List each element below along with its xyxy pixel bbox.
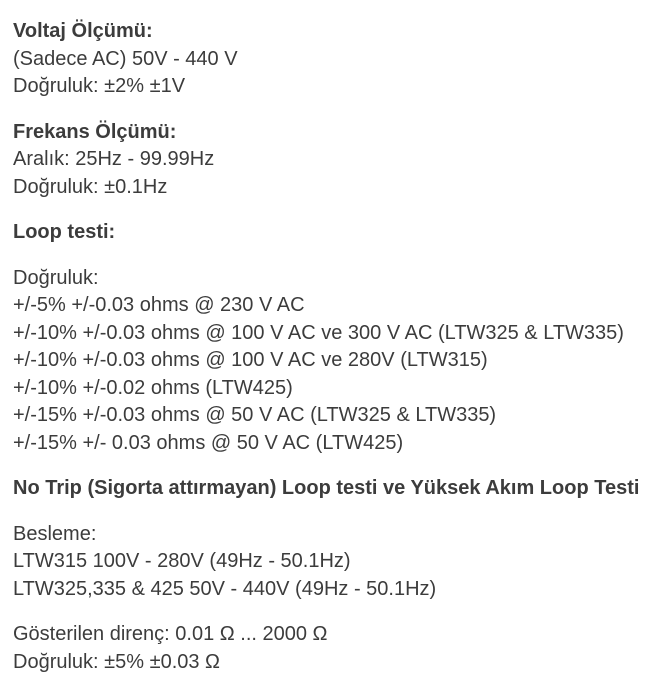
spec-block-no-trip-heading <box>13 475 638 503</box>
spec-block-displayed-resistance <box>13 621 638 676</box>
section-heading-voltage: Voltaj Ölçümü: <box>13 20 153 42</box>
spec-line: Doğruluk: ±5% ±0.03 Ω <box>13 650 221 673</box>
spec-line: +/-10% +/-0.03 ohms @ 100 V AC ve 300 V AC (LTW325 & LTW335) <box>13 321 624 344</box>
spec-block-voltage-measurement <box>13 18 638 101</box>
spec-line: +/-15% +/- 0.03 ohms @ 50 V AC (LTW425) <box>13 431 404 454</box>
spec-line: Besleme: <box>13 522 97 545</box>
spec-line: +/-10% +/-0.02 ohms (LTW425) <box>13 376 293 399</box>
spec-line: Aralık: 25Hz - 99.99Hz <box>13 148 215 170</box>
spec-line: LTW315 100V - 280V (49Hz - 50.1Hz) <box>13 550 351 572</box>
spec-block-supply <box>13 521 638 604</box>
spec-line: LTW325,335 & 425 50V - 440V (49Hz - 50.1Hz) <box>13 577 437 600</box>
section-heading-frequency: Frekans Ölçümü: <box>13 120 177 143</box>
spec-block-loop-test-accuracy <box>13 265 638 458</box>
spec-block-loop-test-heading <box>13 219 638 247</box>
spec-line: +/-10% +/-0.03 ohms @ 100 V AC ve 280V (LTW315) <box>13 349 488 371</box>
spec-line: Doğruluk: ±2% ±1V <box>13 75 186 97</box>
section-heading-loop-test: Loop testi: <box>13 221 116 243</box>
spec-line: (Sadece AC) 50V - 440 V <box>13 47 238 70</box>
spec-line: +/-15% +/-0.03 ohms @ 50 V AC (LTW325 & LTW335) <box>13 404 497 426</box>
spec-line: Doğruluk: <box>13 266 99 289</box>
spec-line: Doğruluk: ±0.1Hz <box>13 175 168 198</box>
section-heading-no-trip: No Trip (Sigorta attırmayan) Loop testi ve Yüksek Akım Loop Testi <box>13 477 640 499</box>
spec-line: Gösterilen direnç: 0.01 Ω ... 2000 Ω <box>13 623 328 645</box>
spec-line: +/-5% +/-0.03 ohms @ 230 V AC <box>13 294 305 316</box>
spec-block-frequency-measurement <box>13 119 638 202</box>
